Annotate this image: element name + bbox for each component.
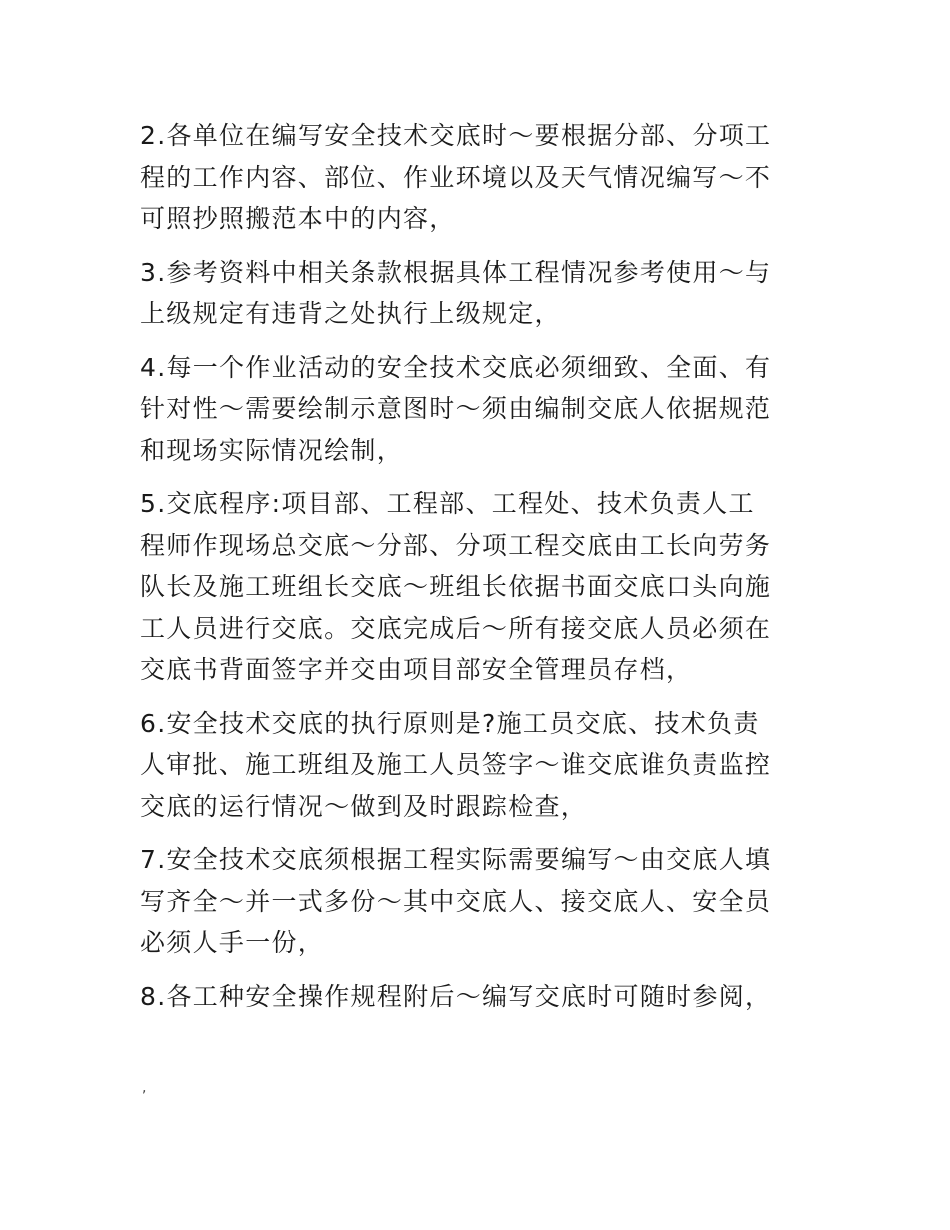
stray-punctuation-mark: , [142, 1080, 147, 1096]
paragraph-item-2: 2.各单位在编写安全技术交底时～要根据分部、分项工 程的工作内容、部位、作业环境以及天气情况编写～不 可照抄照搬范本中的内容， [140, 121, 772, 233]
paragraph-item-3: 3.参考资料中相关条款根据具体工程情况参考使用～与 上级规定有违背之处执行上级规定， [140, 257, 772, 328]
document-body [140, 115, 820, 1029]
paragraph-item-4: 4.每一个作业活动的安全技术交底必须细致、全面、有 针对性～需要绘制示意图时～须由编制交底人依据规范 和现场实际情况绘制， [140, 352, 772, 465]
paragraph-item-7: 7.安全技术交底须根据工程实际需要编写～由交底人填 写齐全～并一式多份～其中交底人、接交底人、安全员 必须人手一份， [140, 845, 772, 957]
paragraph-item-8: 8.各工种安全操作规程附后～编写交底时可随时参阅， [140, 981, 772, 1011]
paragraph-item-5: 5.交底程序:项目部、工程部、工程处、技术负责人工 程师作现场总交底～分部、分项工程交底由工长向劳务 队长及施工班组长交底～班组长依据书面交底口头向施 工人员进行交底。交底完成后～所有接交底人员必须在 交底书背面签字并交由项目部安全管理员存档， [140, 489, 772, 684]
paragraph-item-6: 6.安全技术交底的执行原则是?施工员交底、技术负责 人审批、施工班组及施工人员签字～谁交底谁负责监控 交底的运行情况～做到及时跟踪检查， [140, 708, 772, 821]
